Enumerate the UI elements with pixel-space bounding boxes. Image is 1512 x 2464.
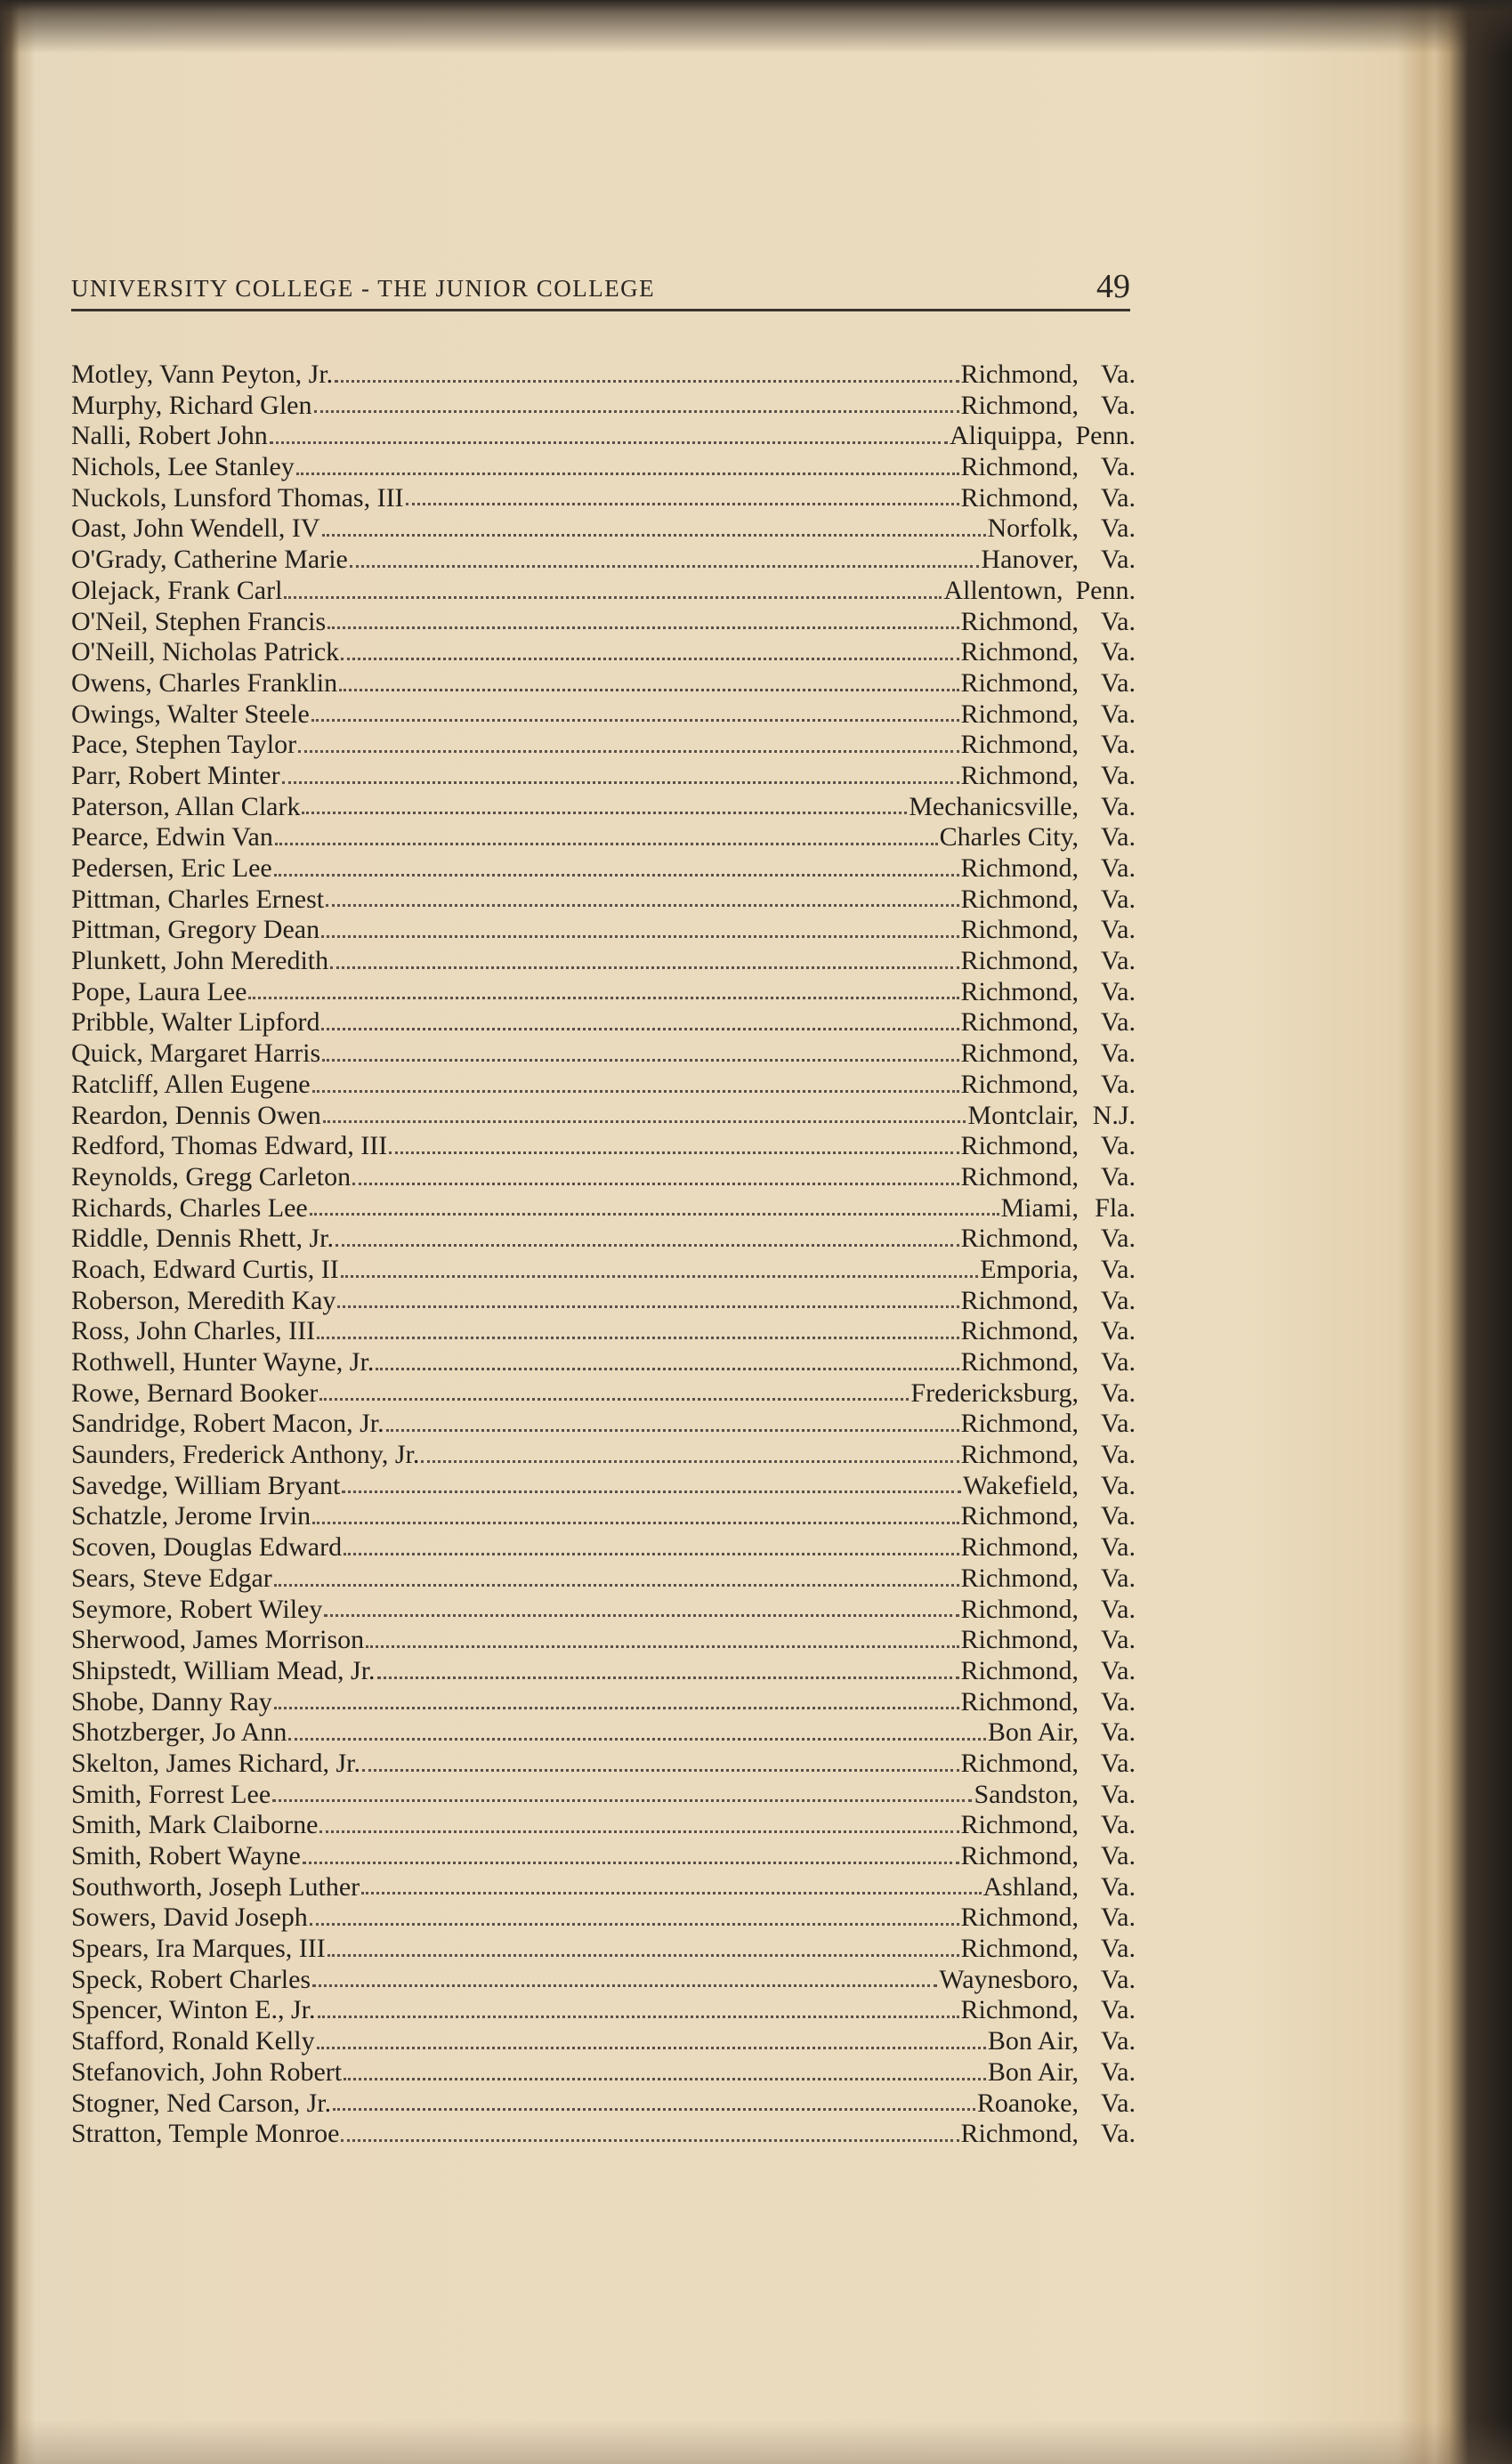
list-item bbox=[71, 1440, 1136, 1471]
dot-leader bbox=[311, 719, 959, 722]
student-name: Roberson, Meredith Kay bbox=[71, 1285, 336, 1315]
hometown-state: Va. bbox=[1100, 1161, 1136, 1192]
student-name: Oast, John Wendell, IV bbox=[71, 513, 320, 544]
hometown-city: Richmond, bbox=[960, 946, 1079, 976]
student-name: Pittman, Charles Ernest bbox=[71, 884, 325, 914]
hometown-state: Va. bbox=[1100, 946, 1136, 976]
hometown-city: Richmond, bbox=[960, 390, 1079, 420]
student-name: Southworth, Joseph Luther bbox=[71, 1871, 360, 1902]
list-item bbox=[71, 1595, 1136, 1626]
student-name: Savedge, William Bryant bbox=[71, 1470, 341, 1500]
student-name: Saunders, Frederick Anthony, Jr. bbox=[71, 1440, 420, 1470]
student-name: Shipstedt, William Mead, Jr. bbox=[71, 1655, 376, 1685]
hometown-state: Va. bbox=[1100, 1995, 1136, 2025]
hometown-state: Va. bbox=[1100, 1038, 1136, 1069]
hometown-city: Richmond, bbox=[960, 1224, 1079, 1254]
hometown-state: Va. bbox=[1100, 1934, 1136, 1964]
dot-leader bbox=[310, 1213, 999, 1216]
hometown-city: Richmond, bbox=[960, 1347, 1079, 1377]
list-item bbox=[71, 1193, 1136, 1224]
hometown-state: Va. bbox=[1100, 1625, 1136, 1655]
dot-leader bbox=[322, 534, 986, 537]
dot-leader bbox=[330, 966, 958, 969]
list-item bbox=[71, 1131, 1136, 1162]
hometown-state: Va. bbox=[1100, 1594, 1136, 1624]
student-name: Pribble, Walter Lipford bbox=[71, 1007, 320, 1038]
student-name: Sandridge, Robert Macon, Jr. bbox=[71, 1409, 384, 1439]
hometown-city: Richmond, bbox=[960, 2119, 1079, 2149]
list-item bbox=[71, 1532, 1136, 1563]
hometown-city: Richmond, bbox=[960, 1625, 1079, 1655]
list-item bbox=[71, 391, 1136, 422]
dot-leader bbox=[350, 565, 980, 568]
student-name: Olejack, Frank Carl bbox=[71, 575, 283, 605]
student-name: Stefanovich, John Robert bbox=[71, 2056, 343, 2087]
dot-leader bbox=[339, 689, 958, 691]
dot-leader bbox=[342, 1491, 961, 1493]
dot-leader bbox=[296, 473, 959, 475]
hometown-state: Va. bbox=[1100, 2056, 1136, 2087]
list-item bbox=[71, 730, 1136, 761]
dot-leader bbox=[270, 441, 948, 444]
list-item bbox=[71, 421, 1136, 452]
dot-leader bbox=[376, 1368, 958, 1370]
hometown-state: Va. bbox=[1100, 699, 1136, 729]
hometown-state: Va. bbox=[1100, 2026, 1136, 2056]
hometown-state: Va. bbox=[1100, 1841, 1136, 1870]
dot-leader bbox=[327, 626, 958, 629]
hometown-city: Richmond, bbox=[960, 884, 1079, 914]
hometown-city: Bon Air, bbox=[987, 1717, 1079, 1748]
list-item bbox=[71, 1995, 1136, 2026]
list-item bbox=[71, 1471, 1136, 1502]
hometown-state: Va. bbox=[1100, 1563, 1136, 1593]
list-item bbox=[71, 946, 1136, 977]
student-name: Sears, Steve Edgar bbox=[71, 1563, 272, 1593]
hometown-city: Richmond, bbox=[960, 452, 1079, 482]
dot-leader bbox=[275, 843, 938, 845]
hometown-state: Va. bbox=[1100, 482, 1136, 513]
hometown-state: Va. bbox=[1100, 822, 1136, 852]
list-item bbox=[71, 1224, 1136, 1255]
hometown-state: Va. bbox=[1100, 730, 1136, 760]
dot-leader bbox=[344, 2078, 986, 2080]
list-item bbox=[71, 1007, 1136, 1038]
hometown-city: Bon Air, bbox=[987, 2056, 1079, 2087]
hometown-city: Richmond, bbox=[960, 976, 1079, 1006]
section-title: UNIVERSITY COLLEGE - THE JUNIOR COLLEGE bbox=[71, 275, 656, 302]
student-name: Reynolds, Gregg Carleton bbox=[71, 1161, 352, 1192]
hometown-city: Richmond, bbox=[960, 1532, 1079, 1563]
hometown-city: Richmond, bbox=[960, 1748, 1079, 1778]
hometown-state: Va. bbox=[1100, 1748, 1136, 1778]
dot-leader bbox=[352, 1183, 958, 1185]
student-name: Quick, Margaret Harris bbox=[71, 1038, 321, 1069]
dot-leader bbox=[377, 1676, 959, 1679]
list-item bbox=[71, 1501, 1136, 1532]
hometown-state: Va. bbox=[1100, 1007, 1136, 1038]
student-name: Stogner, Ned Carson, Jr. bbox=[71, 2088, 332, 2118]
list-item bbox=[71, 1841, 1136, 1872]
dot-leader bbox=[317, 2047, 986, 2049]
student-name: Pace, Stephen Taylor bbox=[71, 730, 297, 760]
student-name: Nuckols, Lunsford Thomas, III bbox=[71, 482, 404, 513]
hometown-state: Va. bbox=[1100, 1285, 1136, 1315]
running-header bbox=[71, 260, 1130, 310]
student-name: Rowe, Bernard Booker bbox=[71, 1377, 319, 1408]
student-name: Spencer, Winton E., Jr. bbox=[71, 1995, 316, 2025]
dot-leader bbox=[333, 2108, 975, 2111]
hometown-city: Richmond, bbox=[960, 915, 1079, 945]
list-item bbox=[71, 977, 1136, 1008]
hometown-city: Richmond, bbox=[960, 699, 1079, 729]
student-name: Smith, Forrest Lee bbox=[71, 1779, 271, 1809]
dot-leader bbox=[321, 935, 958, 938]
student-name: Scoven, Douglas Edward bbox=[71, 1532, 343, 1563]
list-item bbox=[71, 792, 1136, 823]
hometown-state: Va. bbox=[1100, 2119, 1136, 2149]
list-item bbox=[71, 360, 1136, 391]
student-name: Pearce, Edwin Van bbox=[71, 822, 273, 852]
dot-leader bbox=[272, 1799, 972, 1802]
hometown-state: Va. bbox=[1100, 976, 1136, 1006]
student-name: Paterson, Allan Clark bbox=[71, 791, 301, 821]
list-item bbox=[71, 1717, 1136, 1749]
dot-leader bbox=[274, 1584, 959, 1587]
hometown-state: Va. bbox=[1100, 1717, 1136, 1748]
list-item bbox=[71, 513, 1136, 545]
dot-leader bbox=[321, 1028, 958, 1030]
hometown-city: Wakefield, bbox=[962, 1470, 1079, 1500]
dot-leader bbox=[318, 2016, 959, 2018]
list-item bbox=[71, 483, 1136, 514]
list-item bbox=[71, 1780, 1136, 1811]
list-item bbox=[71, 1070, 1136, 1101]
student-name: Sowers, David Joseph bbox=[71, 1903, 308, 1933]
hometown-city: Richmond, bbox=[960, 1161, 1079, 1192]
hometown-state: Va. bbox=[1100, 1532, 1136, 1563]
hometown-state: Va. bbox=[1100, 1254, 1136, 1284]
student-name: Reardon, Dennis Owen bbox=[71, 1100, 321, 1130]
hometown-city: Richmond, bbox=[960, 1810, 1079, 1840]
list-item bbox=[71, 452, 1136, 483]
dot-leader bbox=[314, 410, 959, 413]
hometown-city: Richmond, bbox=[960, 853, 1079, 883]
hometown-state: Va. bbox=[1100, 1871, 1136, 1902]
hometown-state: Va. bbox=[1100, 390, 1136, 420]
list-item bbox=[71, 1934, 1136, 1965]
list-item bbox=[71, 1162, 1136, 1193]
dot-leader bbox=[302, 812, 907, 814]
student-name: Riddle, Dennis Rhett, Jr. bbox=[71, 1224, 334, 1254]
hometown-state: Va. bbox=[1100, 791, 1136, 821]
student-name: Shobe, Danny Ray bbox=[71, 1686, 272, 1717]
student-name: Ross, John Charles, III bbox=[71, 1316, 316, 1346]
dot-leader bbox=[282, 781, 959, 784]
student-name: Rothwell, Hunter Wayne, Jr. bbox=[71, 1347, 375, 1377]
hometown-city: Waynesboro, bbox=[939, 1964, 1079, 1994]
student-name: Owings, Walter Steele bbox=[71, 699, 310, 729]
dot-leader bbox=[312, 1522, 958, 1524]
list-item bbox=[71, 607, 1136, 638]
hometown-city: Richmond, bbox=[960, 482, 1079, 513]
list-item bbox=[71, 853, 1136, 885]
student-name: Spears, Ira Marques, III bbox=[71, 1934, 326, 1964]
hometown-state: Va. bbox=[1100, 667, 1136, 698]
hometown-state: Va. bbox=[1100, 637, 1136, 667]
student-name: Murphy, Richard Glen bbox=[71, 390, 312, 420]
hometown-city: Hanover, bbox=[981, 545, 1079, 575]
list-item bbox=[71, 668, 1136, 699]
hometown-state: Va. bbox=[1100, 1440, 1136, 1470]
list-item bbox=[71, 822, 1136, 853]
hometown-city: Richmond, bbox=[960, 1934, 1079, 1964]
dot-leader bbox=[312, 1090, 959, 1093]
list-item bbox=[71, 2026, 1136, 2057]
hometown-city: Fredericksburg, bbox=[910, 1377, 1079, 1408]
dot-leader bbox=[317, 1337, 958, 1339]
list-item bbox=[71, 1409, 1136, 1440]
hometown-state: Va. bbox=[1100, 452, 1136, 482]
hometown-city: Bon Air, bbox=[987, 2026, 1079, 2056]
dot-leader bbox=[303, 1862, 959, 1864]
hometown-city: Norfolk, bbox=[987, 513, 1079, 544]
dot-leader bbox=[386, 1429, 959, 1432]
hometown-state: Va. bbox=[1100, 1131, 1136, 1161]
student-name: O'Neil, Stephen Francis bbox=[71, 606, 327, 636]
dot-leader bbox=[335, 380, 958, 383]
hometown-city: Allentown, bbox=[943, 575, 1063, 605]
hometown-state: Fla. bbox=[1095, 1192, 1136, 1223]
list-item bbox=[71, 2088, 1136, 2120]
student-name: Seymore, Robert Wiley bbox=[71, 1594, 323, 1624]
hometown-state: Va. bbox=[1100, 606, 1136, 636]
dot-leader bbox=[274, 1707, 959, 1709]
student-name: Stratton, Temple Monroe bbox=[71, 2119, 340, 2149]
hometown-state: Va. bbox=[1100, 1224, 1136, 1254]
student-name: Pittman, Gregory Dean bbox=[71, 915, 320, 945]
dot-leader bbox=[324, 1614, 958, 1617]
dot-leader bbox=[312, 1984, 937, 1987]
hometown-state: Va. bbox=[1100, 1347, 1136, 1377]
hometown-state: Va. bbox=[1100, 1069, 1136, 1099]
hometown-state: Va. bbox=[1100, 760, 1136, 790]
hometown-city: Richmond, bbox=[960, 1995, 1079, 2025]
hometown-state: Va. bbox=[1100, 1810, 1136, 1840]
dot-leader bbox=[319, 1398, 909, 1401]
hometown-city: Aliquippa, bbox=[950, 421, 1063, 451]
student-name: Smith, Mark Claiborne bbox=[71, 1810, 319, 1840]
list-item bbox=[71, 1625, 1136, 1656]
list-item bbox=[71, 2057, 1136, 2088]
dot-leader bbox=[341, 2139, 958, 2142]
list-item bbox=[71, 1038, 1136, 1070]
hometown-city: Richmond, bbox=[960, 1686, 1079, 1717]
dot-leader bbox=[341, 658, 958, 660]
list-item bbox=[71, 1347, 1136, 1378]
hometown-city: Richmond, bbox=[960, 606, 1079, 636]
hometown-state: Va. bbox=[1100, 2088, 1136, 2118]
hometown-state: Va. bbox=[1100, 1903, 1136, 1933]
list-item bbox=[71, 1255, 1136, 1286]
hometown-city: Ashland, bbox=[982, 1871, 1079, 1902]
page-number: 49 bbox=[1096, 268, 1130, 305]
dot-leader bbox=[310, 1923, 959, 1926]
header-rule bbox=[71, 309, 1130, 311]
hometown-city: Richmond, bbox=[960, 637, 1079, 667]
student-name: Shotzberger, Jo Ann bbox=[71, 1717, 287, 1748]
hometown-city: Richmond, bbox=[960, 1655, 1079, 1685]
hometown-city: Richmond, bbox=[960, 1440, 1079, 1470]
dot-leader bbox=[248, 997, 958, 999]
student-name: Parr, Robert Minter bbox=[71, 760, 280, 790]
hometown-state: Penn. bbox=[1075, 421, 1136, 451]
hometown-city: Richmond, bbox=[960, 1007, 1079, 1038]
list-item bbox=[71, 1656, 1136, 1687]
dot-leader bbox=[337, 1305, 958, 1308]
student-name: Motley, Vann Peyton, Jr. bbox=[71, 360, 334, 389]
hometown-city: Charles City, bbox=[939, 822, 1079, 852]
list-item bbox=[71, 1316, 1136, 1347]
hometown-city: Richmond, bbox=[960, 1563, 1079, 1593]
list-item bbox=[71, 1286, 1136, 1317]
hometown-state: Va. bbox=[1100, 1501, 1136, 1531]
list-item bbox=[71, 1810, 1136, 1841]
list-item bbox=[71, 576, 1136, 607]
student-name: Ratcliff, Allen Eugene bbox=[71, 1069, 311, 1099]
hometown-state: Va. bbox=[1100, 853, 1136, 883]
hometown-city: Richmond, bbox=[960, 1038, 1079, 1069]
dot-leader bbox=[336, 1244, 959, 1247]
hometown-state: Va. bbox=[1100, 360, 1136, 389]
hometown-city: Richmond, bbox=[960, 760, 1079, 790]
hometown-state: Va. bbox=[1100, 1655, 1136, 1685]
dot-leader bbox=[366, 1645, 958, 1648]
hometown-city: Miami, bbox=[1000, 1192, 1079, 1223]
student-name: O'Grady, Catherine Marie bbox=[71, 545, 348, 575]
dot-leader bbox=[298, 750, 958, 753]
hometown-city: Richmond, bbox=[960, 1501, 1079, 1531]
list-item bbox=[71, 637, 1136, 668]
hometown-city: Richmond, bbox=[960, 1409, 1079, 1439]
dot-leader bbox=[323, 1120, 966, 1123]
student-name: Richards, Charles Lee bbox=[71, 1192, 308, 1223]
dot-leader bbox=[284, 596, 942, 599]
hometown-city: Richmond, bbox=[960, 667, 1079, 698]
hometown-city: Richmond, bbox=[960, 1285, 1079, 1315]
student-name: Owens, Charles Franklin bbox=[71, 667, 338, 698]
dot-leader bbox=[319, 1830, 958, 1833]
dot-leader bbox=[361, 1892, 981, 1894]
hometown-city: Richmond, bbox=[960, 730, 1079, 760]
hometown-city: Richmond, bbox=[960, 1131, 1079, 1161]
hometown-state: Va. bbox=[1100, 915, 1136, 945]
dot-leader bbox=[327, 1954, 959, 1957]
hometown-state: Va. bbox=[1100, 1377, 1136, 1408]
dot-leader bbox=[341, 1275, 978, 1278]
list-item bbox=[71, 1687, 1136, 1718]
list-item bbox=[71, 1378, 1136, 1410]
dot-leader bbox=[421, 1460, 958, 1463]
dot-leader bbox=[288, 1738, 985, 1741]
list-item bbox=[71, 1903, 1136, 1934]
hometown-state: Va. bbox=[1100, 884, 1136, 914]
student-name: Redford, Thomas Edward, III bbox=[71, 1131, 388, 1161]
hometown-state: Va. bbox=[1100, 513, 1136, 544]
student-name: Schatzle, Jerome Irvin bbox=[71, 1501, 311, 1531]
hometown-state: Va. bbox=[1100, 1409, 1136, 1439]
hometown-city: Emporia, bbox=[980, 1254, 1079, 1284]
hometown-state: Va. bbox=[1100, 1316, 1136, 1346]
student-name: Pope, Laura Lee bbox=[71, 976, 247, 1006]
list-item bbox=[71, 699, 1136, 731]
hometown-city: Montclair, bbox=[967, 1100, 1079, 1130]
dot-leader bbox=[322, 1059, 958, 1062]
hometown-state: N.J. bbox=[1092, 1100, 1136, 1130]
hometown-city: Richmond, bbox=[960, 1316, 1079, 1346]
student-name: Nichols, Lee Stanley bbox=[71, 452, 295, 482]
student-directory-list bbox=[71, 360, 1136, 2150]
hometown-city: Richmond, bbox=[960, 1841, 1079, 1870]
dot-leader bbox=[406, 503, 959, 505]
student-name: Plunkett, John Meredith bbox=[71, 946, 329, 976]
hometown-state: Va. bbox=[1100, 1964, 1136, 1994]
student-name: Skelton, James Richard, Jr. bbox=[71, 1748, 360, 1778]
list-item bbox=[71, 1749, 1136, 1780]
student-name: Speck, Robert Charles bbox=[71, 1964, 311, 1994]
list-item bbox=[71, 885, 1136, 916]
student-name: Sherwood, James Morrison bbox=[71, 1625, 365, 1655]
student-name: Nalli, Robert John bbox=[71, 421, 268, 451]
hometown-state: Va. bbox=[1100, 545, 1136, 575]
student-name: Roach, Edward Curtis, II bbox=[71, 1254, 339, 1284]
dot-leader bbox=[389, 1151, 958, 1154]
list-item bbox=[71, 1563, 1136, 1595]
student-name: Stafford, Ronald Kelly bbox=[71, 2026, 315, 2056]
hometown-city: Mechanicsville, bbox=[909, 791, 1079, 821]
list-item bbox=[71, 1872, 1136, 1903]
dot-leader bbox=[362, 1769, 959, 1772]
list-item bbox=[71, 915, 1136, 946]
list-item bbox=[71, 761, 1136, 792]
dot-leader bbox=[344, 1553, 958, 1555]
student-name: Pedersen, Eric Lee bbox=[71, 853, 272, 883]
hometown-state: Va. bbox=[1100, 1779, 1136, 1809]
hometown-city: Richmond, bbox=[960, 360, 1079, 389]
hometown-city: Richmond, bbox=[960, 1069, 1079, 1099]
student-name: O'Neill, Nicholas Patrick bbox=[71, 637, 340, 667]
student-name: Smith, Robert Wayne bbox=[71, 1841, 301, 1870]
dot-leader bbox=[326, 904, 958, 907]
hometown-city: Sandston, bbox=[974, 1779, 1079, 1809]
list-item bbox=[71, 545, 1136, 576]
dot-leader bbox=[274, 874, 959, 877]
list-item bbox=[71, 2119, 1136, 2150]
hometown-city: Richmond, bbox=[960, 1594, 1079, 1624]
list-item bbox=[71, 1101, 1136, 1132]
list-item bbox=[71, 1965, 1136, 1996]
hometown-state: Va. bbox=[1100, 1470, 1136, 1500]
hometown-state: Penn. bbox=[1075, 575, 1136, 605]
hometown-city: Richmond, bbox=[960, 1903, 1079, 1933]
hometown-city: Roanoke, bbox=[976, 2088, 1079, 2118]
hometown-state: Va. bbox=[1100, 1686, 1136, 1717]
